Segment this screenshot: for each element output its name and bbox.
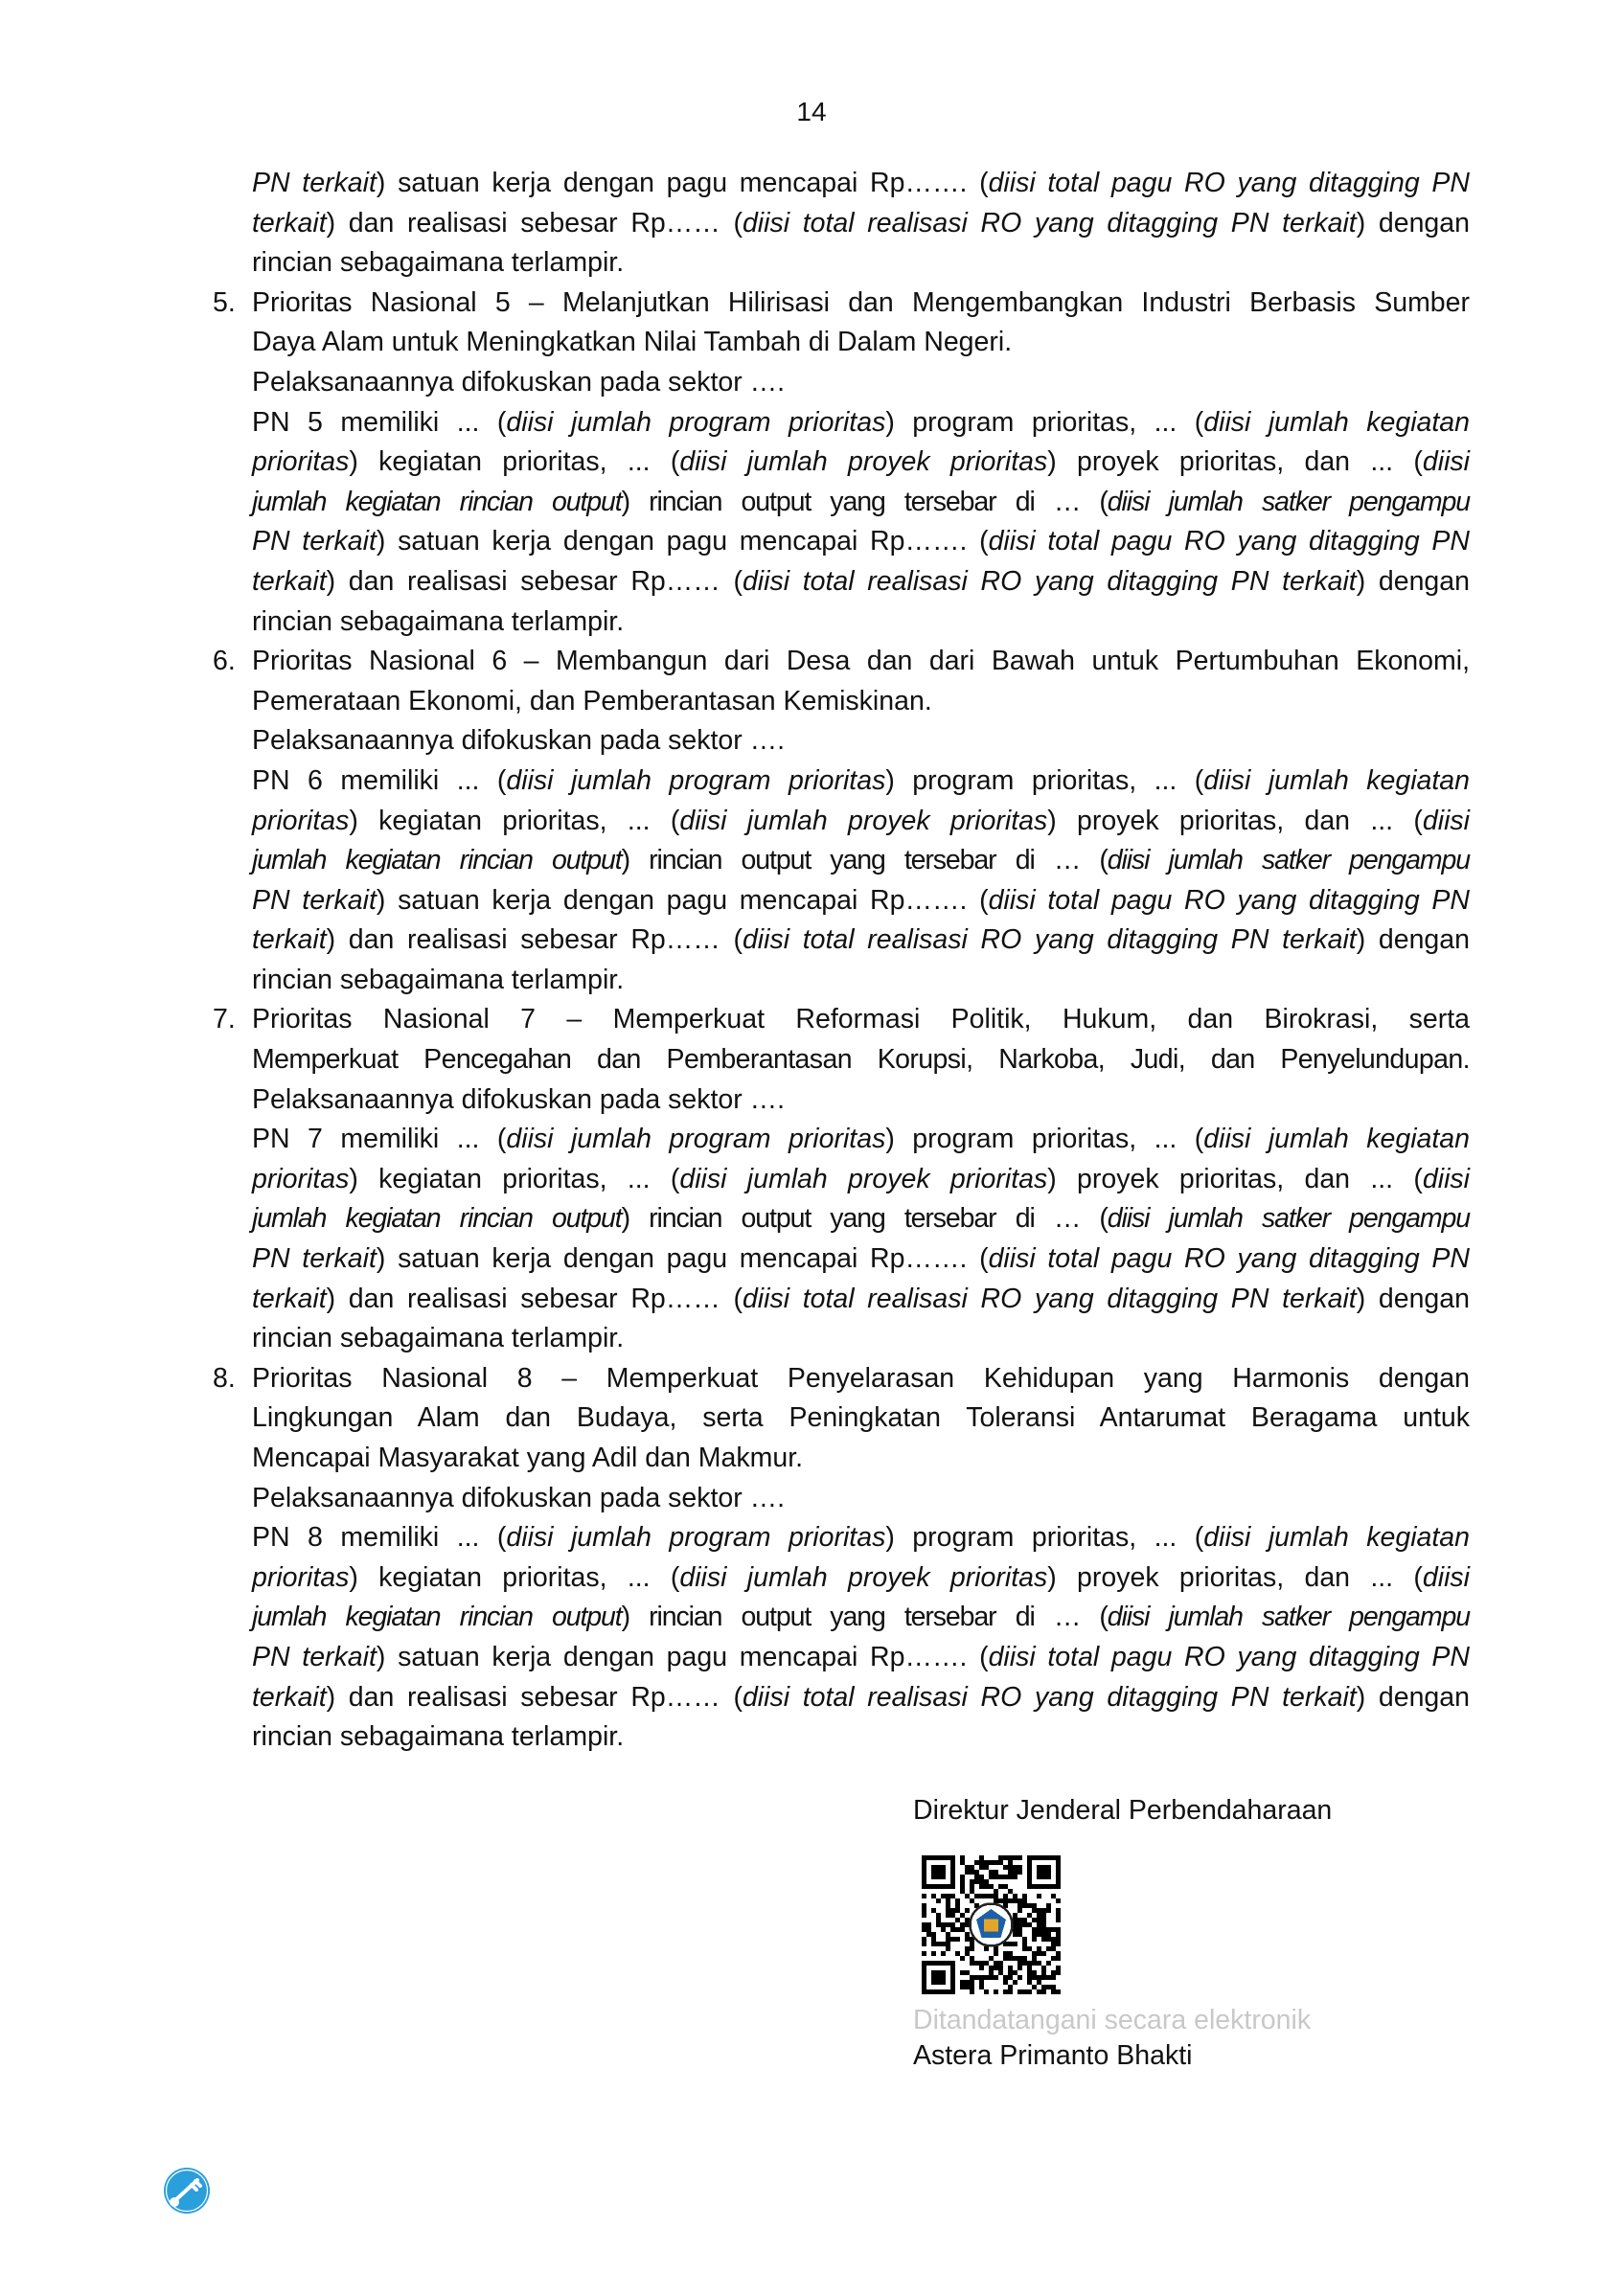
text-line xyxy=(213,762,1470,802)
text-run: ) proyek prioritas, dan ... ( xyxy=(1047,805,1423,836)
text-line xyxy=(213,164,1470,204)
italic-placeholder-text: PN terkait xyxy=(252,168,377,198)
signatory-name: Astera Primanto Bhakti xyxy=(913,2040,1193,2071)
text-run: ) proyek prioritas, dan ... ( xyxy=(1047,1163,1423,1194)
italic-placeholder-text: diisi total realisasi RO yang ditagging PN terkait xyxy=(742,1681,1357,1713)
italic-placeholder-text: PN terkait xyxy=(252,884,377,916)
text-line xyxy=(213,1080,1470,1121)
text-run: rincian sebagaimana terlampir. xyxy=(252,1721,625,1753)
text-run: ) proyek prioritas, dan ... ( xyxy=(1047,446,1423,478)
text-line xyxy=(213,921,1470,961)
italic-placeholder-text: diisi jumlah program prioritas xyxy=(506,1522,886,1554)
qr-code-icon xyxy=(922,1855,1061,1994)
text-run: ) satuan kerja dengan pagu mencapai Rp……. ( xyxy=(376,168,989,198)
text-run: Pelaksanaannya difokuskan pada sektor …. xyxy=(252,1482,786,1513)
text-run: ) dan realisasi sebesar Rp…… ( xyxy=(326,565,743,597)
italic-placeholder-text: diisi xyxy=(1422,1163,1470,1194)
text-run: ) kegiatan prioritas, ... ( xyxy=(349,1163,680,1194)
italic-placeholder-text: diisi jumlah proyek prioritas xyxy=(679,805,1048,836)
italic-placeholder-text: prioritas xyxy=(252,805,350,836)
italic-placeholder-text: diisi total realisasi RO yang ditagging PN terkait xyxy=(742,565,1357,597)
italic-placeholder-text: diisi jumlah program prioritas xyxy=(506,1124,886,1155)
text-run: ) satuan kerja dengan pagu mencapai Rp……. ( xyxy=(376,1641,989,1672)
text-run: PN 8 memiliki ... ( xyxy=(252,1522,507,1554)
text-line xyxy=(213,881,1470,921)
italic-placeholder-text: diisi jumlah proyek prioritas xyxy=(679,1561,1048,1593)
signature-block xyxy=(913,1791,1488,2071)
text-run: ) program prioritas, ... ( xyxy=(885,764,1204,796)
italic-placeholder-text: jumlah kegiatan rincian output xyxy=(252,845,622,876)
italic-placeholder-text: diisi jumlah satker pengampu xyxy=(1107,845,1471,876)
list-item-heading xyxy=(213,1000,1470,1040)
text-run: ) rincian output yang tersebar di … ( xyxy=(621,845,1108,876)
text-run: Pelaksanaannya difokuskan pada sektor …. xyxy=(252,725,786,757)
list-number: 5. xyxy=(213,286,236,318)
text-line xyxy=(213,841,1470,881)
text-line xyxy=(213,243,1470,284)
italic-placeholder-text: jumlah kegiatan rincian output xyxy=(252,1203,622,1235)
italic-placeholder-text: terkait xyxy=(252,924,327,956)
italic-placeholder-text: terkait xyxy=(252,1283,327,1314)
text-line xyxy=(213,1598,1470,1638)
italic-placeholder-text: diisi jumlah kegiatan xyxy=(1203,764,1471,796)
text-line xyxy=(213,522,1470,562)
text-run: ) dengan xyxy=(1356,207,1470,239)
text-run: ) satuan kerja dengan pagu mencapai Rp……. ( xyxy=(376,884,989,916)
text-run: rincian sebagaimana terlampir. xyxy=(252,964,625,995)
text-run: Prioritas Nasional 5 – Melanjutkan Hilirisasi dan Mengembangkan Industri Berbasis Sumber xyxy=(252,286,1470,318)
italic-placeholder-text: diisi total realisasi RO yang ditagging PN terkait xyxy=(742,1283,1357,1314)
text-line xyxy=(213,1479,1470,1519)
text-run: Prioritas Nasional 7 – Memperkuat Reformasi Politik, Hukum, dan Birokrasi, serta xyxy=(252,1004,1470,1035)
text-run: PN 6 memiliki ... ( xyxy=(252,764,507,796)
text-line xyxy=(213,1638,1470,1678)
signatory-title: Direktur Jenderal Perbendaharaan xyxy=(913,1795,1333,1826)
italic-placeholder-text: diisi jumlah kegiatan xyxy=(1203,1124,1471,1155)
italic-placeholder-text: diisi total realisasi RO yang ditagging PN terkait xyxy=(742,207,1357,239)
text-line xyxy=(213,1558,1470,1599)
italic-placeholder-text: diisi jumlah satker pengampu xyxy=(1107,1203,1471,1235)
text-run: Memperkuat Pencegahan dan Pemberantasan Korupsi, Narkoba, Judi, dan Penyelundupan. xyxy=(252,1044,1470,1076)
italic-placeholder-text: diisi total pagu RO yang ditagging PN xyxy=(988,168,1470,198)
electronic-signature-note: Ditandatangani secara elektronik xyxy=(913,2005,1312,2035)
text-run: ) kegiatan prioritas, ... ( xyxy=(349,805,680,836)
text-run: Prioritas Nasional 6 – Membangun dari Desa dan dari Bawah untuk Pertumbuhan Ekonomi, xyxy=(252,646,1470,677)
italic-placeholder-text: diisi xyxy=(1422,805,1470,836)
text-run: ) dengan xyxy=(1356,924,1470,956)
text-line xyxy=(213,1678,1470,1718)
text-line xyxy=(213,562,1470,602)
text-line xyxy=(213,602,1470,643)
text-run: ) rincian output yang tersebar di … ( xyxy=(621,486,1108,517)
text-run: Daya Alam untuk Meningkatkan Nilai Tambah di Dalam Negeri. xyxy=(252,327,1013,358)
text-line xyxy=(213,1239,1470,1280)
italic-placeholder-text: jumlah kegiatan rincian output xyxy=(252,1602,622,1633)
text-run: ) dan realisasi sebesar Rp…… ( xyxy=(326,1283,743,1314)
text-run: ) dan realisasi sebesar Rp…… ( xyxy=(326,207,743,239)
text-run: Lingkungan Alam dan Budaya, serta Peningkatan Toleransi Antarumat Beragama untuk xyxy=(252,1402,1470,1434)
italic-placeholder-text: jumlah kegiatan rincian output xyxy=(252,486,622,517)
list-item-heading xyxy=(213,1359,1470,1399)
text-line xyxy=(213,961,1470,1001)
text-line xyxy=(213,1439,1470,1479)
text-line xyxy=(213,1199,1470,1239)
italic-placeholder-text: terkait xyxy=(252,1681,327,1713)
text-line xyxy=(213,443,1470,483)
text-line xyxy=(213,403,1470,443)
text-run: ) dan realisasi sebesar Rp…… ( xyxy=(326,1681,743,1713)
text-line xyxy=(213,802,1470,842)
text-line xyxy=(213,1717,1470,1758)
text-run: ) program prioritas, ... ( xyxy=(885,406,1204,438)
text-run: ) program prioritas, ... ( xyxy=(885,1124,1204,1155)
text-line xyxy=(213,1040,1470,1080)
list-number: 6. xyxy=(213,646,236,677)
document-body xyxy=(213,164,1470,1758)
italic-placeholder-text: terkait xyxy=(252,207,327,239)
text-run: ) satuan kerja dengan pagu mencapai Rp……. ( xyxy=(376,526,989,557)
italic-placeholder-text: diisi jumlah kegiatan xyxy=(1203,1522,1471,1554)
text-line xyxy=(213,1518,1470,1558)
text-line xyxy=(213,483,1470,523)
text-run: ) dengan xyxy=(1356,1283,1470,1314)
text-run: ) dan realisasi sebesar Rp…… ( xyxy=(326,924,743,956)
italic-placeholder-text: diisi total pagu RO yang ditagging PN xyxy=(988,1243,1470,1275)
italic-placeholder-text: prioritas xyxy=(252,1163,350,1194)
key-icon xyxy=(163,2167,211,2215)
text-run: rincian sebagaimana terlampir. xyxy=(252,605,625,637)
italic-placeholder-text: diisi jumlah proyek prioritas xyxy=(679,1163,1048,1194)
text-line xyxy=(213,721,1470,762)
italic-placeholder-text: diisi total pagu RO yang ditagging PN xyxy=(988,526,1470,557)
italic-placeholder-text: diisi jumlah satker pengampu xyxy=(1107,486,1471,517)
text-line xyxy=(213,1398,1470,1439)
italic-placeholder-text: diisi jumlah program prioritas xyxy=(506,406,886,438)
text-line xyxy=(213,1319,1470,1359)
italic-placeholder-text: diisi jumlah kegiatan xyxy=(1203,406,1471,438)
list-number: 8. xyxy=(213,1362,236,1394)
italic-placeholder-text: diisi jumlah program prioritas xyxy=(506,764,886,796)
italic-placeholder-text: diisi jumlah satker pengampu xyxy=(1107,1602,1471,1633)
text-line xyxy=(213,1160,1470,1200)
italic-placeholder-text: PN terkait xyxy=(252,526,377,557)
text-run: ) dengan xyxy=(1356,1681,1470,1713)
text-run: rincian sebagaimana terlampir. xyxy=(252,247,625,279)
text-line xyxy=(213,323,1470,363)
text-run: ) satuan kerja dengan pagu mencapai Rp……. ( xyxy=(376,1243,989,1275)
italic-placeholder-text: diisi jumlah proyek prioritas xyxy=(679,446,1048,478)
text-run: ) proyek prioritas, dan ... ( xyxy=(1047,1561,1423,1593)
list-item-heading xyxy=(213,642,1470,682)
text-run: Pemerataan Ekonomi, dan Pemberantasan Kemiskinan. xyxy=(252,685,932,716)
text-line xyxy=(213,1280,1470,1320)
italic-placeholder-text: PN terkait xyxy=(252,1243,377,1275)
text-line xyxy=(213,363,1470,403)
text-run: Prioritas Nasional 8 – Memperkuat Penyelarasan Kehidupan yang Harmonis dengan xyxy=(252,1362,1470,1394)
text-run: ) rincian output yang tersebar di … ( xyxy=(621,1602,1108,1633)
text-run: Pelaksanaannya difokuskan pada sektor …. xyxy=(252,366,786,398)
italic-placeholder-text: diisi xyxy=(1422,446,1470,478)
text-run: ) kegiatan prioritas, ... ( xyxy=(349,1561,680,1593)
text-line xyxy=(213,1120,1470,1160)
text-run: ) rincian output yang tersebar di … ( xyxy=(621,1203,1108,1235)
text-run: Mencapai Masyarakat yang Adil dan Makmur. xyxy=(252,1443,804,1473)
text-run: rincian sebagaimana terlampir. xyxy=(252,1323,625,1354)
italic-placeholder-text: prioritas xyxy=(252,446,350,478)
italic-placeholder-text: diisi total realisasi RO yang ditagging PN terkait xyxy=(742,924,1357,956)
italic-placeholder-text: diisi total pagu RO yang ditagging PN xyxy=(988,884,1470,916)
text-run: ) dengan xyxy=(1356,565,1470,597)
list-number: 7. xyxy=(213,1004,236,1035)
text-line xyxy=(213,682,1470,722)
italic-placeholder-text: prioritas xyxy=(252,1561,350,1593)
text-run: ) kegiatan prioritas, ... ( xyxy=(349,446,680,478)
italic-placeholder-text: diisi total pagu RO yang ditagging PN xyxy=(988,1641,1470,1672)
italic-placeholder-text: terkait xyxy=(252,565,327,597)
text-run: ) program prioritas, ... ( xyxy=(885,1522,1204,1554)
text-line xyxy=(213,204,1470,244)
text-run: PN 5 memiliki ... ( xyxy=(252,406,507,438)
list-item-heading xyxy=(213,284,1470,324)
page-number: 14 xyxy=(796,97,827,126)
italic-placeholder-text: PN terkait xyxy=(252,1641,377,1672)
text-run: PN 7 memiliki ... ( xyxy=(252,1124,507,1155)
italic-placeholder-text: diisi xyxy=(1422,1561,1470,1593)
text-run: Pelaksanaannya difokuskan pada sektor …. xyxy=(252,1083,786,1115)
